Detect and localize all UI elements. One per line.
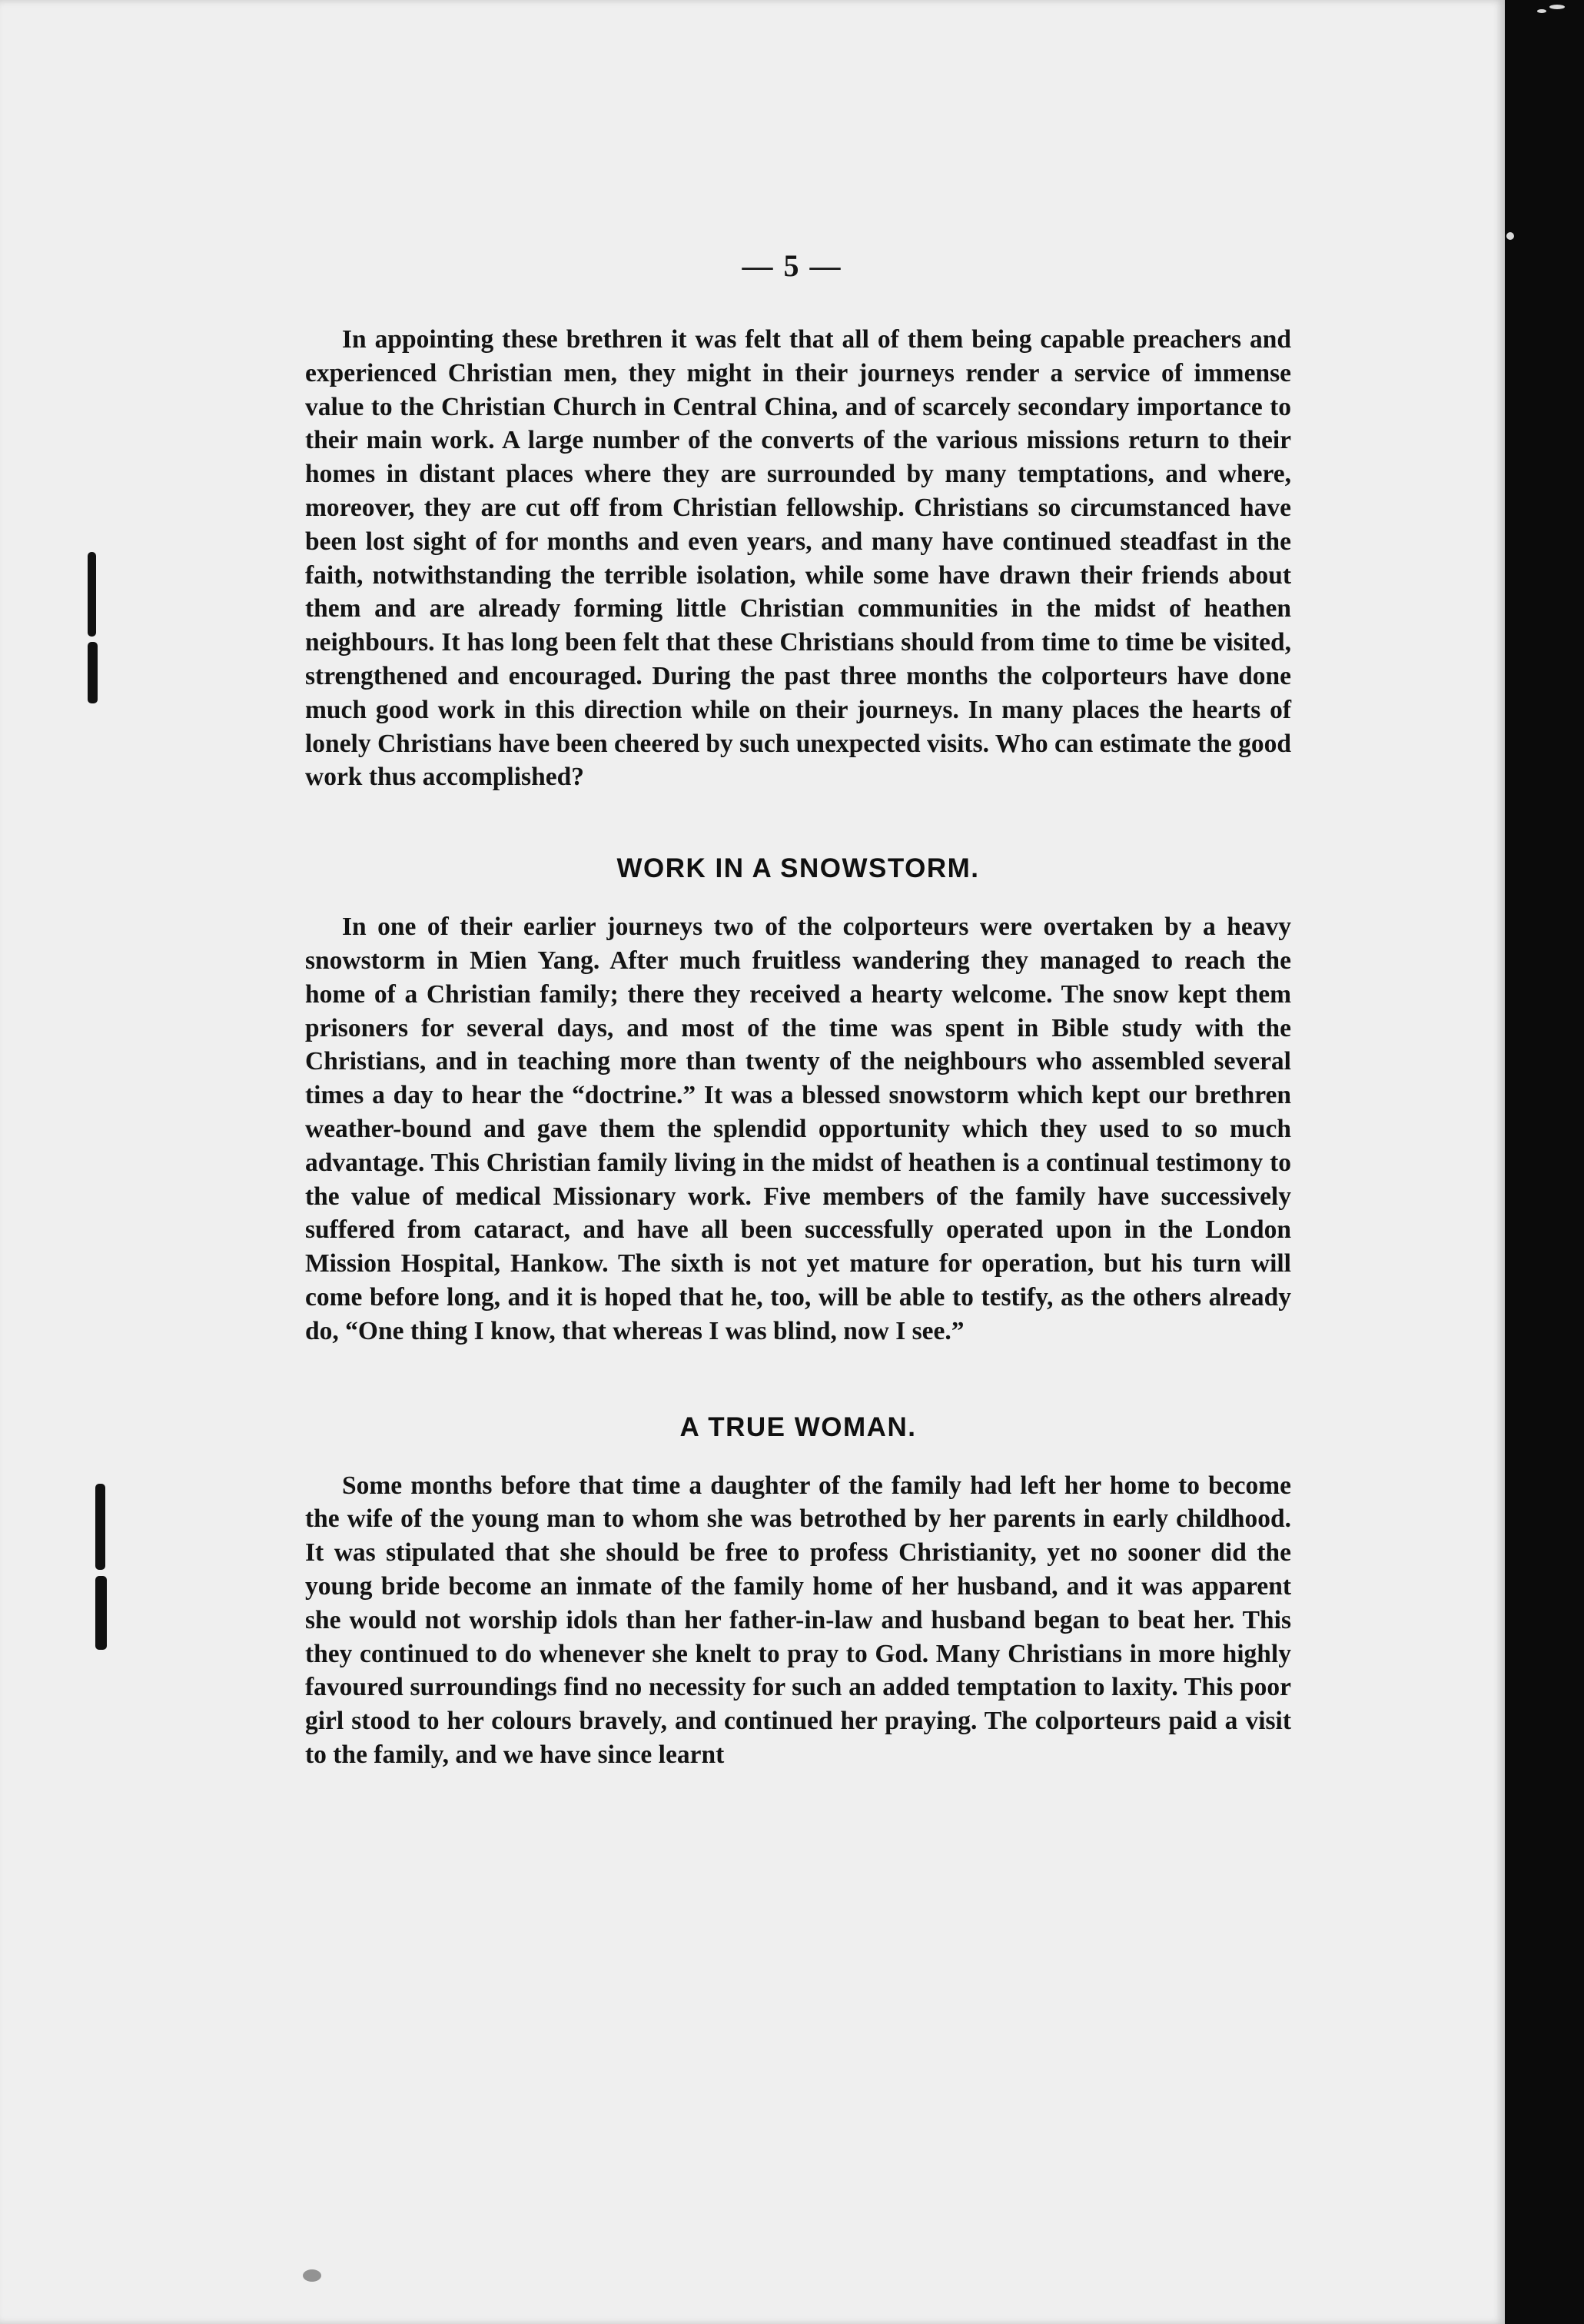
paragraph-true-woman: Some months before that time a daughter of the family had left her home to become the wife of the young man to whom she was betrothed by her parents in early childhood. It was stipulated that she should be free to profess Christianity, yet no sooner did the young bride become an inmate of the family home of her husband, and it was apparent she would not worship idols than her father-in-law and husband began to beat her. This they continued to do whenever she knelt to pray to God. Many Christians in more highly favoured surroundings find no necessity for such an added temptation to laxity. This poor girl stood to her colours bravely, and continued her praying. The colporteurs paid a visit to the family, and we have since learnt (305, 1471, 1291, 1769)
scan-border (1505, 0, 1584, 2324)
margin-mark (88, 642, 98, 703)
page-number: — 5 — (742, 248, 842, 283)
scan-speck (1506, 232, 1514, 240)
scan-speck (1537, 9, 1546, 13)
heading-a-true-woman: A TRUE WOMAN. (679, 1411, 917, 1442)
margin-mark (95, 1576, 107, 1650)
document-body (305, 323, 1291, 1772)
margin-mark (95, 1484, 105, 1570)
scan-speck (1549, 5, 1565, 9)
paragraph-intro: In appointing these brethren it was felt that all of them being capable preachers and experienced Christian men, they might in their journeys render a service of immense value to the Christian Church in Central China, and of scarcely secondary importance to their main work. A large number of the converts of the various missions return to their homes in distant places where they are surrounded by many temptations, and where, moreover, they are cut off from Christian fellowship. Christians so circumstanced have been lost sight of for months and even years, and many have continued steadfast in the faith, notwithstanding the terrible isolation, while some have drawn their friends about them and are already forming little Christian communities in the midst of heathen neighbours. It has long been felt that these Christians should from time to time be visited, strengthened and encouraged. During the past three months the colporteurs have done much good work in this direction while on their journeys. In many places the hearts of lonely Christians have been cheered by such unexpected visits. Who can estimate the good work thus accomplished? (305, 325, 1291, 792)
margin-mark (88, 552, 96, 637)
scan-smudge (303, 2269, 321, 2282)
heading-work-in-a-snowstorm: WORK IN A SNOWSTORM. (616, 853, 980, 884)
paragraph-snowstorm: In one of their earlier journeys two of the colporteurs were overtaken by a heavy snowstorm in Mien Yang. After much fruitless wandering they managed to reach the home of a Christian family; there they received a hearty welcome. The snow kept them prisoners for several days, and most of the time was spent in Bible study with the Christians, and in teaching more than twenty of the neighbours who assembled several times a day to hear the “doctrine.” It was a blessed snowstorm which kept our brethren weather-bound and gave them the splendid opportunity which they used to so much advantage. This Christian family living in the midst of heathen is a continual testimony to the value of medical Missionary work. Five members of the family have successively suffered from cataract, and have all been successfully operated upon in the London Mission Hospital, Hankow. The sixth is not yet mature for operation, but his turn will come before long, and it is hoped that he, too, will be able to testify, as the others already do, “One thing I know, that whereas I was blind, now I see.” (305, 913, 1291, 1345)
